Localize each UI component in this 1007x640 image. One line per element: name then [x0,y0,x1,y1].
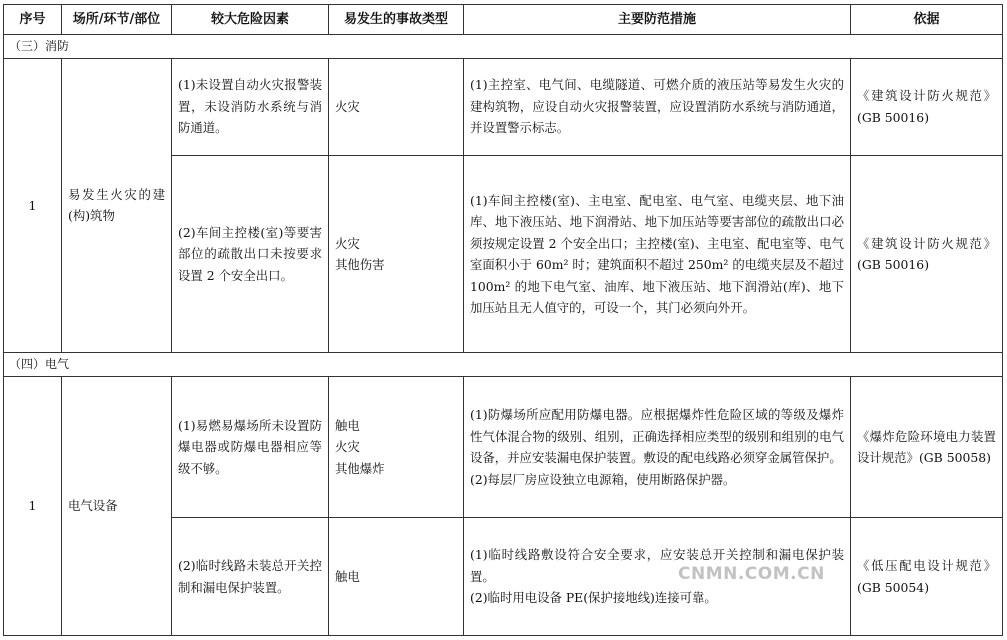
accident-type: 触电 [335,417,360,433]
accident-cell [329,376,464,517]
accident-type: 其他伤害 [335,257,385,273]
header-accident: 易发生的事故类型 [329,5,464,35]
table-row [4,58,1003,155]
section-title: （四）电气 [4,353,1003,377]
basis-cell: 《低压配电设计规范》(GB 50054) [851,518,1003,636]
place-cell: 电气设备 [62,376,172,635]
header-place: 场所/环节/部位 [62,5,172,35]
place-cell: 易发生火灾的建(构)筑物 [62,58,172,353]
measure-item: (1)临时线路敷设符合安全要求，应安装总开关控制和漏电保护装置。 [470,547,844,584]
section-electrical [4,353,1003,377]
row-number: 1 [4,376,62,635]
accident-cell [329,518,464,636]
accident-type: 火灾 [335,98,360,114]
factor-cell: (2)车间主控楼(室)等要害部位的疏散出口未按要求设置 2 个安全出口。 [172,155,329,353]
accident-type: 火灾 [335,439,360,455]
row-number: 1 [4,58,62,353]
measure-item: (1)车间主控楼(室)、主电室、配电室、电气室、电缆夹层、地下油库、地下液压站、地下润滑站、地下加压站等要害部位的疏散出口必须按规定设置 2 个安全出口；主控楼(室)、主电室、配电室等、电气室面积小于 60m² 时；建筑面积不超过 250m² 的电缆夹层及不超过 100m² 的地下电气室、油库、地下液压站、地下润滑站(库)、地下加压站且无人值守的，可设一个，其门必须向外开。 [470,192,844,316]
measure-cell [464,376,851,517]
header-factor: 较大危险因素 [172,5,329,35]
watermark: CNMN.COM.CN [678,564,825,584]
section-fire-protection [4,35,1003,59]
factor-cell: (1)易燃易爆场所未设置防爆电器或防爆电器相应等级不够。 [172,376,329,517]
measure-item: (2)临时用电设备 PE(保护接地线)连接可靠。 [470,590,717,606]
accident-cell [329,155,464,353]
header-basis: 依据 [851,5,1003,35]
accident-type: 其他爆炸 [335,460,385,476]
section-title: （三）消防 [4,35,1003,59]
basis-cell: 《建筑设计防火规范》(GB 50016) [851,58,1003,155]
header-no: 序号 [4,5,62,35]
measure-item: (1)防爆场所应配用防爆电器。应根据爆炸性危险区域的等级及爆炸性气体混合物的级别、组别，正确选择相应类型的级别和组别的电气设备，并应安装漏电保护装置。敷设的配电线路必须穿金属管保护。 [470,407,844,466]
factor-cell: (2)临时线路未装总开关控制和漏电保护装置。 [172,518,329,636]
measure-cell [464,155,851,353]
measure-cell [464,58,851,155]
measure-item: (2)每层厂房应设独立电源箱，使用断路保护器。 [470,471,736,487]
basis-cell: 《建筑设计防火规范》(GB 50016) [851,155,1003,353]
risk-table [3,4,1003,636]
accident-type: 火灾 [335,235,360,251]
measure-item: (1)主控室、电气间、电缆隧道、可燃介质的液压站等易发生火灾的建构筑物，应设自动火灾报警装置，应设置消防水系统与消防通道，并设置警示标志。 [470,77,844,136]
basis-cell: 《爆炸危险环境电力装置设计规范》(GB 50058) [851,376,1003,517]
accident-type: 触电 [335,568,360,584]
table-row [4,376,1003,517]
factor-cell: (1)未设置自动火灾报警装置，未设消防水系统与消防通道。 [172,58,329,155]
header-measure: 主要防范措施 [464,5,851,35]
header-row [4,5,1003,35]
accident-cell [329,58,464,155]
